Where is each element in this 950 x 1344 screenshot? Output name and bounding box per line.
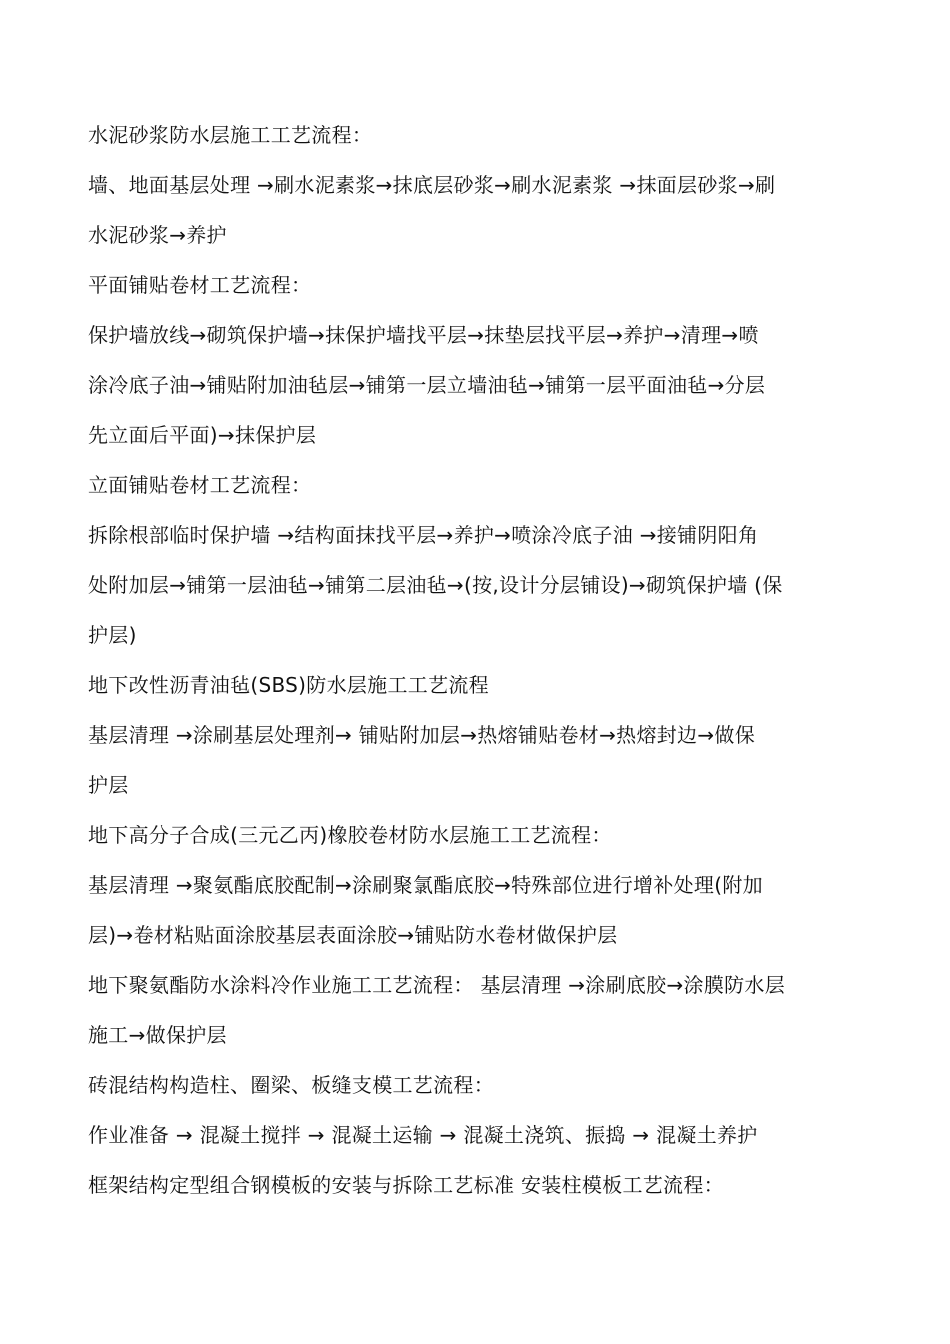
text-line: 地下聚氨酯防水涂料冷作业施工工艺流程： 基层清理 →涂刷底胶→涂膜防水层 (88, 973, 786, 997)
text-line: 水泥砂浆防水层施工工艺流程： (88, 123, 373, 147)
text-line: 砖混结构构造柱、圈梁、板缝支模工艺流程： (88, 1073, 494, 1097)
text-line: 处附加层→铺第一层油毡→铺第二层油毡→(按,设计分层铺设)→砌筑保护墙 (保 (88, 573, 783, 597)
text-line: 框架结构定型组合钢模板的安装与拆除工艺标准 安装柱模板工艺流程： (88, 1173, 724, 1197)
text-line: 保护墙放线→砌筑保护墙→抹保护墙找平层→抹垫层找平层→养护→清理→喷 (88, 323, 759, 347)
text-line: 护层 (88, 773, 129, 797)
text-line: 平面铺贴卷材工艺流程： (88, 273, 312, 297)
text-line: 地下改性沥青油毡(SBS)防水层施工工艺流程 (88, 673, 489, 697)
text-line: 先立面后平面)→抹保护层 (88, 423, 317, 447)
text-line: 基层清理 →涂刷基层处理剂→ 铺贴附加层→热熔铺贴卷材→热熔封边→做保 (88, 723, 756, 747)
text-line: 基层清理 →聚氨酯底胶配制→涂刷聚氯酯底胶→特殊部位进行增补处理(附加 (88, 873, 763, 897)
text-line: 水泥砂浆→养护 (88, 223, 227, 247)
text-line: 护层) (88, 623, 137, 647)
text-line: 作业准备 → 混凝土搅拌 → 混凝土运输 → 混凝土浇筑、振捣 → 混凝土养护 (88, 1123, 758, 1147)
text-line: 拆除根部临时保护墙 →结构面抹找平层→养护→喷涂冷底子油 →接铺阴阳角 (88, 523, 759, 547)
text-line: 涂冷底子油→铺贴附加油毡层→铺第一层立墙油毡→铺第一层平面油毡→分层 (88, 373, 766, 397)
document-body (88, 110, 868, 1210)
text-line: 墙、地面基层处理 →刷水泥素浆→抹底层砂浆→刷水泥素浆 →抹面层砂浆→刷 (88, 173, 776, 197)
text-line: 层)→卷材粘贴面涂胶基层表面涂胶→铺贴防水卷材做保护层 (88, 923, 618, 947)
text-line: 地下高分子合成(三元乙丙)橡胶卷材防水层施工工艺流程： (88, 823, 612, 847)
text-line: 施工→做保护层 (88, 1023, 227, 1047)
text-line: 立面铺贴卷材工艺流程： (88, 473, 312, 497)
